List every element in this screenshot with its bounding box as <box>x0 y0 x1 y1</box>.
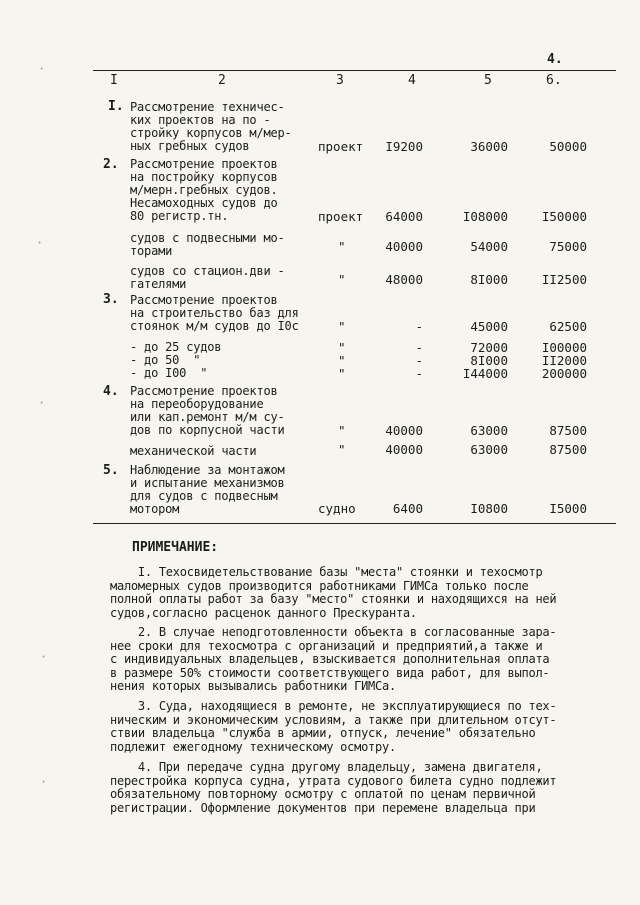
column-header-4: 4 <box>408 73 416 88</box>
row-2b-unit: " <box>338 272 346 287</box>
row-2-description: Рассмотрение проектов на постройку корпусов м/мерн.гребных судов. Несамоходных судов до 80 регистр.тн. <box>130 157 278 223</box>
note-title: ПРИМЕЧАНИЕ: <box>132 540 219 555</box>
row-2-unit: проект <box>318 209 364 224</box>
row-3-col6: 62500 <box>549 319 587 334</box>
row-2a-col4: 40000 <box>385 239 423 254</box>
row-5-unit: судно <box>318 501 356 516</box>
note-4: 4. При передаче судна другому владельцу, замена двигателя, перестройка корпуса судна, утрата судового билета судно подлежит обязательному повторному осмотру с оплатой по ценам первичной регистрации. Оформление документов при перемене владельца при <box>110 760 557 815</box>
row-2b-col4: 48000 <box>385 272 423 287</box>
row-2a-description: судов с подвесными мо- торами <box>130 231 285 258</box>
row-2-col4: 64000 <box>385 209 423 224</box>
row-5-col4: 6400 <box>392 501 423 516</box>
row-2a-unit: " <box>338 239 346 254</box>
row-5-number: 5. <box>103 463 119 478</box>
row-3-unit: " <box>338 319 346 334</box>
row-3-subitems-col4: - - - <box>415 340 423 381</box>
column-header-2: 2 <box>218 73 226 88</box>
scan-speck: · <box>38 396 46 410</box>
row-4-unit: " <box>338 423 346 438</box>
note-3: 3. Суда, находящиеся в ремонте, не эксплуатирующиеся по тех- ническим и экономическим условиям, а также при длительном отсут- ствии владельца "служба в армии, отпуск, лечение" обязательно подлежит ежегодному техническому осмотру. <box>110 699 557 754</box>
row-3-description: Рассмотрение проектов на строительство баз для стоянок м/м судов до I0с <box>130 293 299 333</box>
row-3-subitems-col6: I00000 II2000 200000 <box>541 340 587 381</box>
row-2a-col6: 75000 <box>549 239 587 254</box>
scan-speck: · <box>40 650 48 664</box>
row-2a-col5: 54000 <box>470 239 508 254</box>
page-number: 4. <box>547 52 563 67</box>
row-4a-unit: " <box>338 442 346 457</box>
row-3-subitems-col5: 72000 8I000 I44000 <box>462 340 508 381</box>
row-5-description: Наблюдение за монтажом и испытание механизмов для судов с подвесным мотором <box>130 463 285 516</box>
row-4-col5: 63000 <box>470 423 508 438</box>
row-5-col5: I0800 <box>470 501 508 516</box>
row-2b-col5: 8I000 <box>470 272 508 287</box>
row-2-col6: I50000 <box>541 209 587 224</box>
row-4a-description: механической части <box>130 444 257 458</box>
row-3-subitems-description: - до 25 судов - до 50 " - до I00 " <box>130 340 222 380</box>
row-4a-col6: 87500 <box>549 442 587 457</box>
row-4-description: Рассмотрение проектов на переоборудование или кап.ремонт м/м су- дов по корпусной части <box>130 384 285 437</box>
column-header-1: I <box>110 73 118 88</box>
row-2-col5: I08000 <box>462 209 508 224</box>
note-1: I. Техосвидетельствование базы "места" стоянки и техосмотр маломерных судов производится работниками ГИМСа только после полной оплаты работ за базу "место" стоянки и находящихся на ней судов,согласно расценок данного Прескуранта. <box>110 565 557 620</box>
column-header-5: 5 <box>484 73 492 88</box>
row-1-unit: проект <box>318 139 364 154</box>
row-4-number: 4. <box>103 384 119 399</box>
row-2b-col6: II2500 <box>541 272 587 287</box>
row-3-number: 3. <box>103 292 119 307</box>
row-4-col4: 40000 <box>385 423 423 438</box>
table-bottom-rule <box>93 523 616 524</box>
column-header-6: 6. <box>546 73 562 88</box>
row-1-description: Рассмотрение техничес- ких проектов на по - стройку корпусов м/мер- ных гребных судов <box>130 100 292 153</box>
row-2b-description: судов со стацион.дви - гателями <box>130 264 285 291</box>
row-3-subitems-unit: " " " <box>338 340 346 381</box>
row-3-col5: 45000 <box>470 319 508 334</box>
column-header-3: 3 <box>336 73 344 88</box>
row-4a-col4: 40000 <box>385 442 423 457</box>
scan-speck: · <box>38 62 46 76</box>
row-1-col4: I9200 <box>385 139 423 154</box>
scan-speck: · <box>36 236 44 250</box>
row-1-col6: 50000 <box>549 139 587 154</box>
scan-speck: · <box>40 775 48 789</box>
row-3-col4: - <box>415 319 423 334</box>
row-2-number: 2. <box>103 157 119 172</box>
row-4-col6: 87500 <box>549 423 587 438</box>
table-top-rule <box>93 70 616 71</box>
row-4a-col5: 63000 <box>470 442 508 457</box>
row-1-col5: 36000 <box>470 139 508 154</box>
note-2: 2. В случае неподготовленности объекта в согласованные зара- нее сроки для техосмотра с организаций и предприятий,а также и с индивидуальных владельцев, взыскивается дополнительная оплата в размере 50% стоимости соответствующего вида работ, для выпол- нения которых вызывались работники ГИМСа. <box>110 625 557 694</box>
row-1-number: I. <box>108 99 124 114</box>
row-5-col6: I5000 <box>549 501 587 516</box>
